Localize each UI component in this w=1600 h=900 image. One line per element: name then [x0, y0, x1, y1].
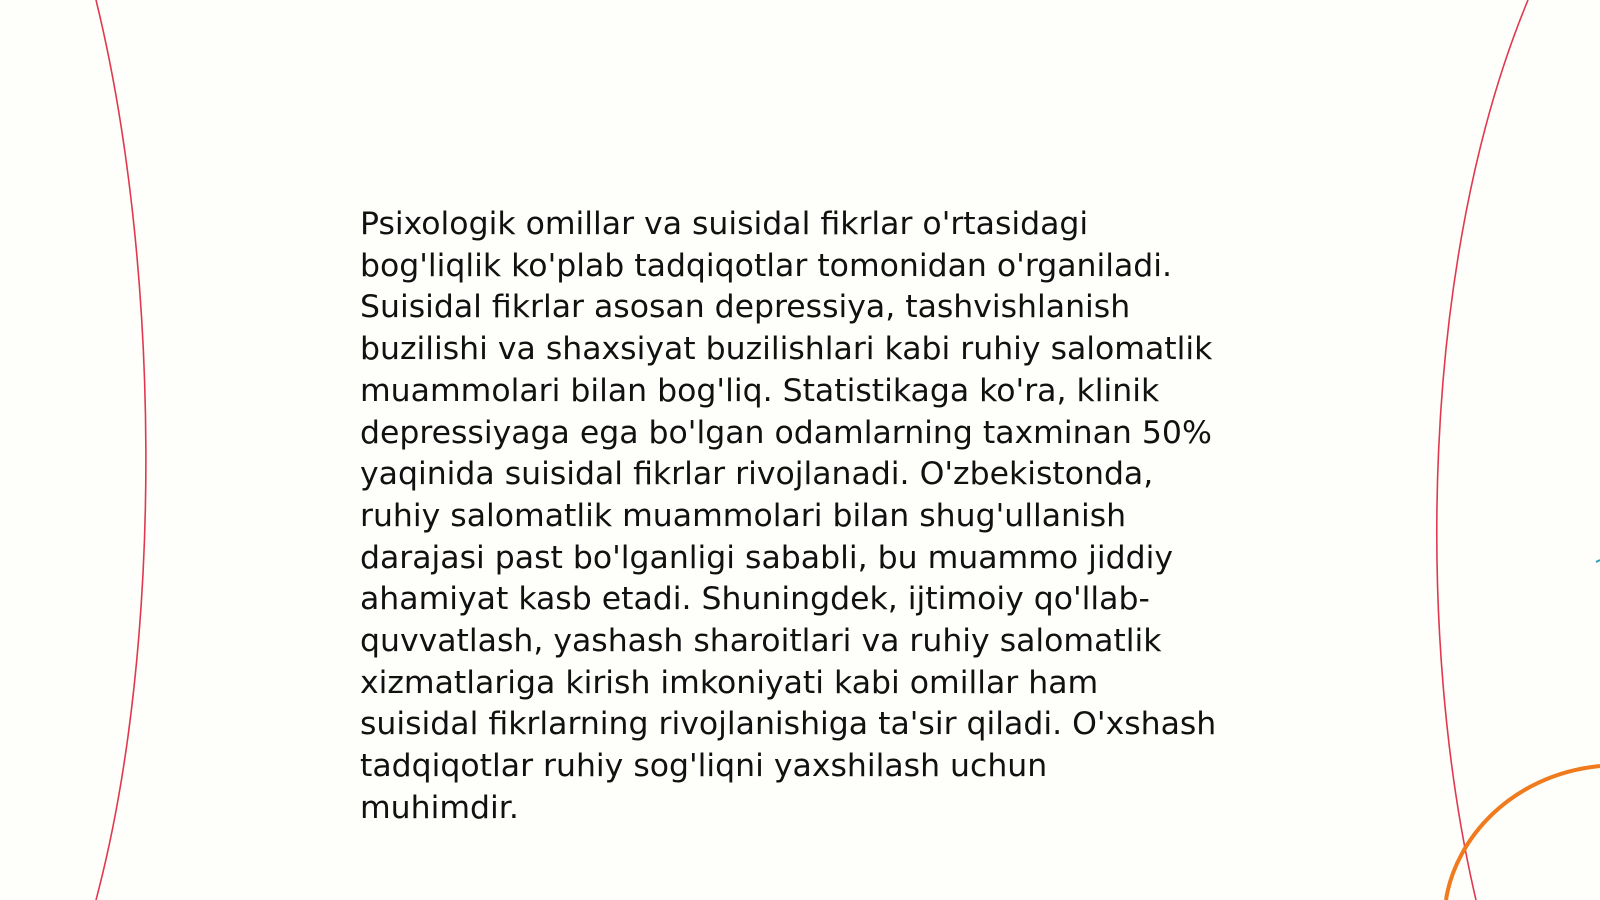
paragraph-line: bog'liqlik ko'plab tadqiqotlar tomonidan o'rganiladi.	[360, 247, 1173, 284]
paragraph-line: buzilishi va shaxsiyat buzilishlari kabi ruhiy salomatlik	[360, 331, 1213, 368]
paragraph-line: ruhiy salomatlik muammolari bilan shug'ullanish	[360, 497, 1127, 534]
right-red-curve	[1437, 0, 1528, 900]
paragraph-line: quvvatlash, yashash sharoitlari va ruhiy salomatlik	[360, 623, 1162, 660]
paragraph-line: darajasi past bo'lganligi sababli, bu muammo jiddiy	[360, 539, 1174, 576]
left-red-curve	[96, 0, 146, 900]
paragraph-line: muammolari bilan bog'liq. Statistikaga ko'ra, klinik	[360, 372, 1160, 409]
paragraph-line: Suisidal fikrlar asosan depressiya, tashvishlanish	[360, 289, 1131, 326]
paragraph-line: suisidal fikrlarning rivojlanishiga ta'sir qiladi. O'xshash	[360, 706, 1217, 743]
paragraph-line: tadqiqotlar ruhiy sog'liqni yaxshilash uchun	[360, 748, 1048, 785]
paragraph-line: yaqinida suisidal fikrlar rivojlanadi. O'zbekistonda,	[360, 456, 1154, 493]
body-paragraph	[360, 204, 1260, 830]
paragraph-line: Psixologik omillar va suisidal fikrlar o'rtasidagi	[360, 206, 1089, 242]
right-teal-tick	[1596, 560, 1600, 562]
paragraph-line: depressiyaga ega bo'lgan odamlarning taxminan 50%	[360, 414, 1212, 451]
paragraph-line: muhimdir.	[360, 789, 519, 826]
right-orange-arc	[1446, 766, 1600, 900]
paragraph-line: ahamiyat kasb etadi. Shuningdek, ijtimoiy qo'llab-	[360, 581, 1150, 618]
paragraph-line: xizmatlariga kirish imkoniyati kabi omillar ham	[360, 664, 1099, 701]
